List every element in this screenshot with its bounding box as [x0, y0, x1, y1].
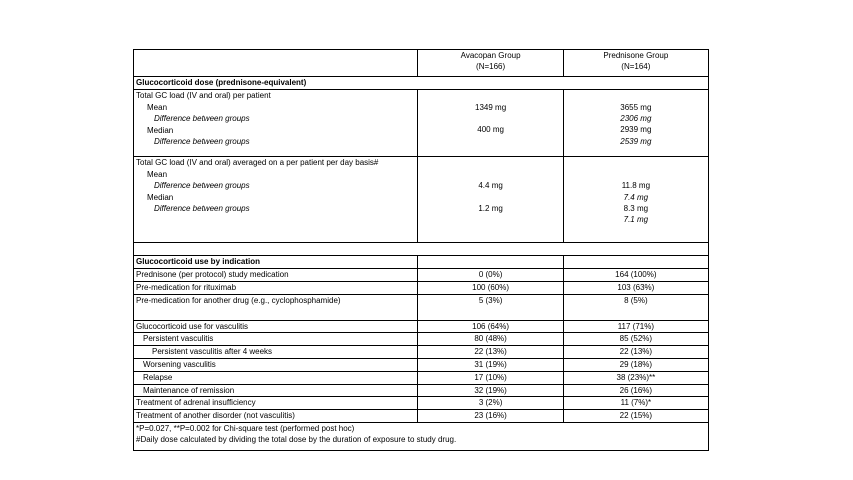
table-row — [134, 384, 709, 397]
footnote-row — [134, 423, 709, 451]
section1-title: Glucocorticoid dose (prednisone-equivalent) — [134, 76, 709, 89]
row-prednisone-value: 164 (100%) — [563, 269, 708, 282]
block1-mean-label: Mean — [147, 102, 168, 112]
spacer-cell — [134, 243, 709, 255]
row-avacopan-value: 23 (16%) — [418, 410, 563, 423]
table-row — [134, 397, 709, 410]
table-row — [134, 294, 709, 320]
row-label: Maintenance of remission — [134, 384, 418, 397]
row-avacopan-value: 80 (48%) — [418, 333, 563, 346]
block1-median-diff-label: Difference between groups — [154, 136, 250, 146]
row-prednisone-value: 22 (15%) — [563, 410, 708, 423]
table-row — [134, 320, 709, 333]
block2-prednisone — [563, 157, 708, 243]
row-prednisone-value: 85 (52%) — [563, 333, 708, 346]
table-row — [134, 371, 709, 384]
row-avacopan-value: 17 (10%) — [418, 371, 563, 384]
section2-title-empty-b — [563, 255, 708, 268]
table-row — [134, 333, 709, 346]
block2-prednisone-mean: 11.8 mg — [621, 181, 651, 191]
block2-labels — [134, 157, 418, 243]
row-label: Worsening vasculitis — [134, 358, 418, 371]
spacer-row — [134, 243, 709, 255]
row-avacopan-value: 32 (19%) — [418, 384, 563, 397]
table-row — [134, 281, 709, 294]
row-prednisone-value: 11 (7%)* — [563, 397, 708, 410]
row-prednisone-value: 26 (16%) — [563, 384, 708, 397]
block1-avacopan — [418, 90, 563, 157]
table-row — [134, 269, 709, 282]
row-avacopan-value: 22 (13%) — [418, 346, 563, 359]
block2-prednisone-median: 8.3 mg — [623, 204, 649, 214]
table-row — [134, 358, 709, 371]
row-prednisone-value: 29 (18%) — [563, 358, 708, 371]
block2-mean-label: Mean — [147, 169, 168, 179]
block1-prednisone-mean: 3655 mg — [620, 102, 652, 112]
header-avacopan-name: Avacopan Group — [460, 51, 521, 60]
header-avacopan — [418, 50, 563, 77]
header-empty-cell — [134, 50, 418, 77]
section2-title: Glucocorticoid use by indication — [134, 255, 418, 268]
block2-title: Total GC load (IV and oral) averaged on a per patient per day basis# — [136, 158, 379, 168]
block2-avacopan-median: 1.2 mg — [478, 204, 503, 214]
block1-avacopan-median: 400 mg — [477, 125, 504, 135]
table-row — [134, 346, 709, 359]
block1-title: Total GC load (IV and oral) per patient — [136, 91, 271, 101]
block1-median-label: Median — [147, 125, 174, 135]
row-label: Persistent vasculitis — [134, 333, 418, 346]
row-label: Pre-medication for another drug (e.g., cyclophosphamide) — [134, 294, 418, 320]
row-prednisone-value: 38 (23%)** — [563, 371, 708, 384]
row-label: Glucocorticoid use for vasculitis — [134, 320, 418, 333]
row-label: Treatment of another disorder (not vasculitis) — [134, 410, 418, 423]
block1-prednisone-median-diff: 2539 mg — [620, 136, 652, 146]
row-avacopan-value: 106 (64%) — [418, 320, 563, 333]
block1-row — [134, 90, 709, 157]
block1-avacopan-mean: 1349 mg — [475, 102, 507, 112]
row-avacopan-value: 31 (19%) — [418, 358, 563, 371]
block2-mean-diff-label: Difference between groups — [154, 181, 250, 191]
row-label: Pre-medication for rituximab — [134, 281, 418, 294]
block1-prednisone-mean-diff: 2306 mg — [620, 114, 652, 124]
block2-avacopan — [418, 157, 563, 243]
row-prednisone-value: 22 (13%) — [563, 346, 708, 359]
header-avacopan-n: (N=166) — [476, 62, 506, 72]
row-prednisone-value: 103 (63%) — [563, 281, 708, 294]
block2-prednisone-mean-diff: 7.4 mg — [623, 192, 649, 202]
block1-prednisone — [563, 90, 708, 157]
footnote-daily-dose: #Daily dose calculated by dividing the total dose by the duration of exposure to study drug. — [136, 435, 457, 445]
row-prednisone-value: 117 (71%) — [563, 320, 708, 333]
footnotes — [134, 423, 709, 451]
row-avacopan-value: 100 (60%) — [418, 281, 563, 294]
header-prednisone — [563, 50, 708, 77]
block1-labels — [134, 90, 418, 157]
row-prednisone-value: 8 (5%) — [563, 294, 708, 320]
block2-avacopan-mean: 4.4 mg — [478, 181, 503, 191]
table-row — [134, 410, 709, 423]
row-avacopan-value: 3 (2%) — [418, 397, 563, 410]
glucocorticoid-table — [133, 49, 709, 451]
row-label: Prednisone (per protocol) study medication — [134, 269, 418, 282]
block2-median-label: Median — [147, 192, 174, 202]
block2-median-diff-label: Difference between groups — [154, 204, 250, 214]
block2-prednisone-median-diff: 7.1 mg — [623, 215, 649, 225]
section2-title-empty-a — [418, 255, 563, 268]
row-label: Treatment of adrenal insufficiency — [134, 397, 418, 410]
row-label: Relapse — [134, 371, 418, 384]
header-prednisone-n: (N=164) — [621, 62, 651, 72]
row-avacopan-value: 0 (0%) — [418, 269, 563, 282]
block1-prednisone-median: 2939 mg — [620, 125, 652, 135]
block2-row — [134, 157, 709, 243]
block1-mean-diff-label: Difference between groups — [154, 114, 250, 124]
row-label: Persistent vasculitis after 4 weeks — [134, 346, 418, 359]
row-avacopan-value: 5 (3%) — [418, 294, 563, 320]
header-row — [134, 50, 709, 77]
section2-title-row — [134, 255, 709, 268]
footnote-pvalue: *P=0.027, **P=0.002 for Chi-square test (performed post hoc) — [136, 424, 355, 434]
header-prednisone-name: Prednisone Group — [603, 51, 669, 60]
indication-rows-b — [134, 320, 709, 423]
indication-rows-a — [134, 269, 709, 320]
section1-title-row — [134, 76, 709, 89]
